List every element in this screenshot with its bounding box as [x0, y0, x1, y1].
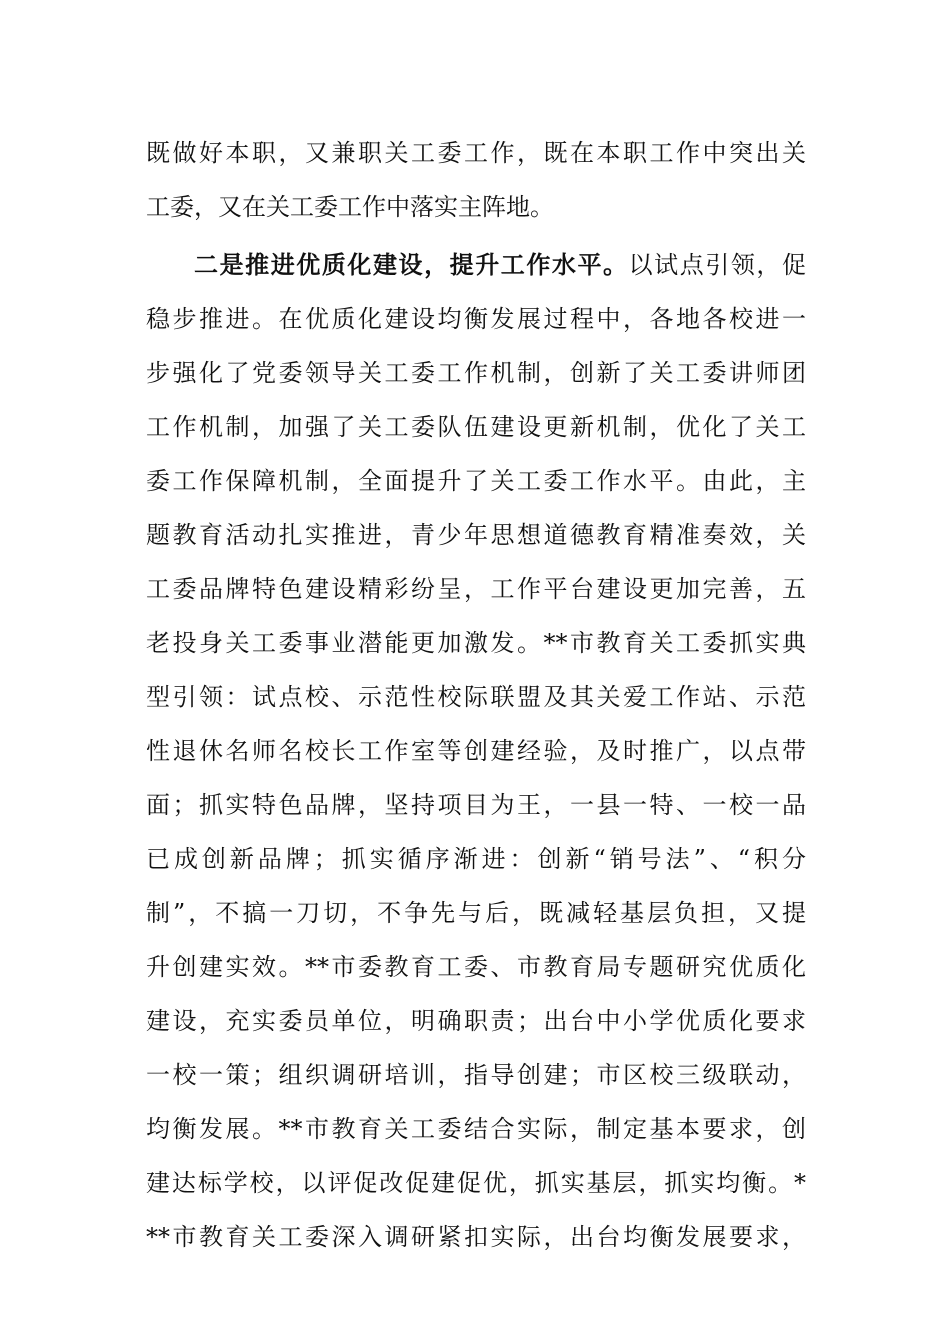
- paragraph-2-line: 性退休名师名校长工作室等创建经验，及时推广，以点带: [146, 737, 806, 765]
- paragraph-1-line-1: 既做好本职，又兼职关工委工作，既在本职工作中突出关: [146, 139, 806, 167]
- paragraph-2-line: 一校一策；组织调研培训，指导创建；市区校三级联动，: [146, 1061, 806, 1089]
- paragraph-2-line: 步强化了党委领导关工委工作机制，创新了关工委讲师团: [146, 359, 806, 387]
- paragraph-2-line: 均衡发展。**市教育关工委结合实际，制定基本要求，创: [146, 1115, 806, 1143]
- paragraph-2-line-1-rest: 以试点引领，促: [628, 251, 807, 279]
- paragraph-1-line-2: 工委，又在关工委工作中落实主阵地。: [146, 193, 554, 221]
- paragraph-2-line: 制”，不搞一刀切，不争先与后，既减轻基层负担，又提: [146, 899, 806, 927]
- paragraph-2-line: 升创建实效。**市委教育工委、市教育局专题研究优质化: [146, 953, 806, 981]
- paragraph-2-lead-heading: 二是推进优质化建设，提升工作水平。: [194, 251, 629, 279]
- paragraph-2-line: 建设，充实委员单位，明确职责；出台中小学优质化要求: [146, 1007, 806, 1035]
- paragraph-2-line: 工委品牌特色建设精彩纷呈，工作平台建设更加完善，五: [146, 575, 806, 603]
- paragraph-2-line: 委工作保障机制，全面提升了关工委工作水平。由此，主: [146, 467, 806, 495]
- paragraph-2-line-1: [146, 238, 806, 292]
- paragraph-1: [146, 126, 806, 234]
- paragraph-2-line: 面；抓实特色品牌，坚持项目为王，一县一特、一校一品: [146, 791, 806, 819]
- paragraph-2-line: 已成创新品牌；抓实循序渐进：创新“销号法”、“积分: [146, 845, 806, 873]
- paragraph-2-line: 工作机制，加强了关工委队伍建设更新机制，优化了关工: [146, 413, 806, 441]
- paragraph-2-line: 老投身关工委事业潜能更加激发。**市教育关工委抓实典: [146, 629, 806, 657]
- paragraph-2: [146, 238, 806, 1264]
- paragraph-2-line: 型引领：试点校、示范性校际联盟及其关爱工作站、示范: [146, 683, 806, 711]
- paragraph-2-line: **市教育关工委深入调研紧扣实际，出台均衡发展要求，: [146, 1223, 806, 1251]
- paragraph-2-line: 题教育活动扎实推进，青少年思想道德教育精准奏效，关: [146, 521, 806, 549]
- paragraph-2-line: 稳步推进。在优质化建设均衡发展过程中，各地各校进一: [146, 305, 806, 333]
- paragraph-2-line: 建达标学校，以评促改促建促优，抓实基层，抓实均衡。*: [146, 1169, 806, 1197]
